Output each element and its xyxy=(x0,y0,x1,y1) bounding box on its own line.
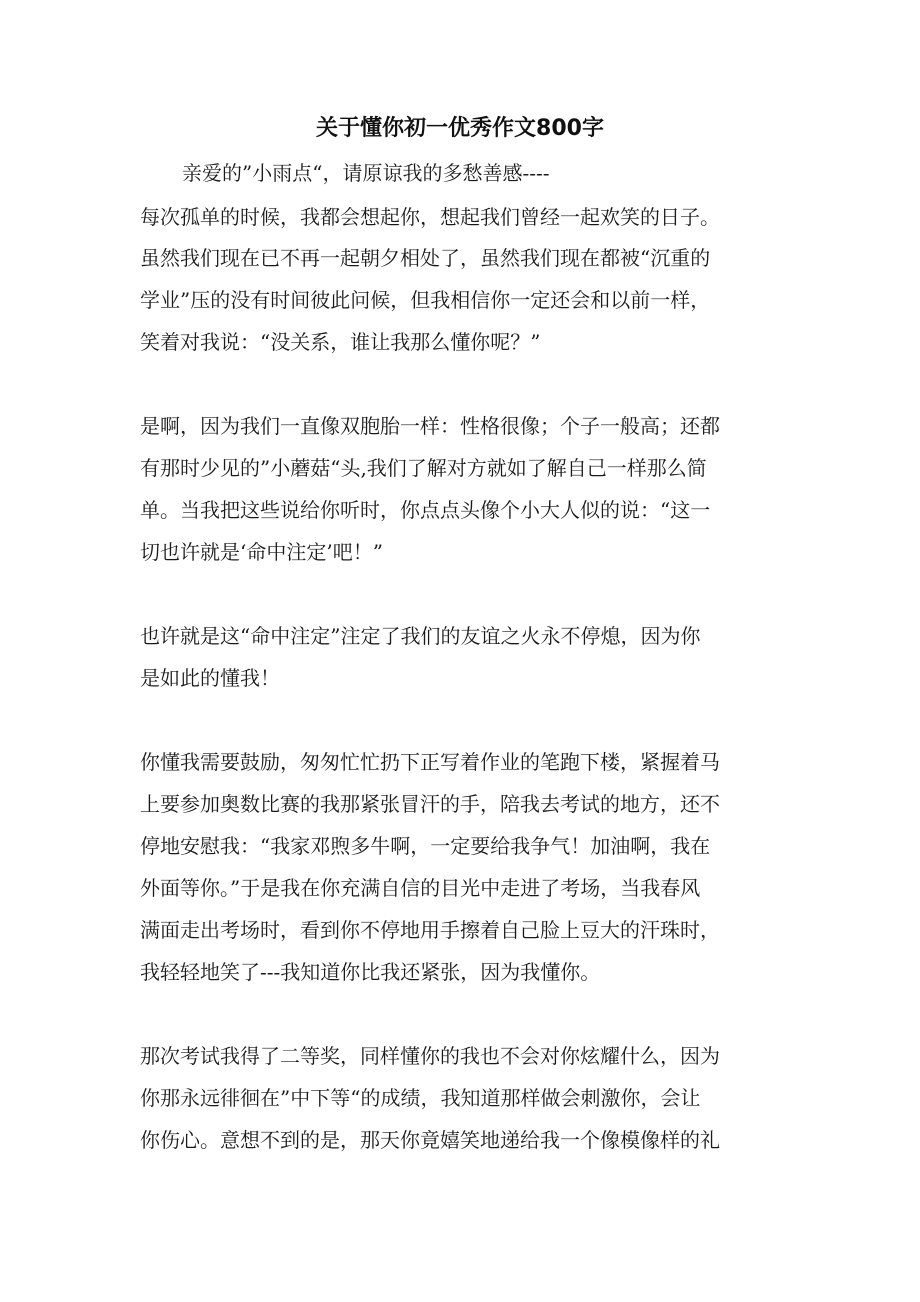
text-line: 是如此的懂我！ xyxy=(140,666,280,690)
text-line: 上要参加奥数比赛的我那紧张冒汗的手，陪我去考试的地方，还不 xyxy=(140,792,720,816)
text-line: 单。当我把这些说给你听时，你点点头像个小大人似的说：“这一 xyxy=(140,498,711,522)
text-line: 你伤心。意想不到的是，那天你竟嬉笑地递给我一个像模像样的礼 xyxy=(140,1128,720,1152)
text-line: 是啊，因为我们一直像双胞胎一样：性格很像；个子一般高；还都 xyxy=(140,414,720,438)
text-line: 停地安慰我：“我家邓煦多牛啊，一定要给我争气！加油啊，我在 xyxy=(140,834,711,858)
text-line: 亲爱的”小雨点“，请原谅我的多愁善感---- xyxy=(182,161,550,185)
text-line: 也许就是这“命中注定”注定了我们的友谊之火永不停熄，因为你 xyxy=(140,624,701,648)
text-line: 你那永远徘徊在”中下等“的成绩，我知道那样做会刺激你，会让 xyxy=(140,1086,701,1110)
text-line: 切也许就是‘命中注定’吧！” xyxy=(140,540,383,564)
text-line: 我轻轻地笑了---我知道你比我还紧张，因为我懂你。 xyxy=(140,960,601,984)
text-line: 学业”压的没有时间彼此问候，但我相信你一定还会和以前一样， xyxy=(140,288,711,312)
text-line: 有那时少见的”小蘑菇“头,我们了解对方就如了解自己一样那么简 xyxy=(140,456,707,480)
text-line: 那次考试我得了二等奖，同样懂你的我也不会对你炫耀什么，因为 xyxy=(140,1044,720,1068)
text-line: 每次孤单的时候，我都会想起你，想起我们曾经一起欢笑的日子。 xyxy=(140,205,720,229)
text-line: 外面等你。”于是我在你充满自信的目光中走进了考场，当我春风 xyxy=(140,876,701,900)
document-title: 关于懂你初一优秀作文800字 xyxy=(316,116,604,141)
text-line: 满面走出考场时，看到你不停地用手擦着自己脸上豆大的汗珠时， xyxy=(140,918,720,942)
text-line: 虽然我们现在已不再一起朝夕相处了，虽然我们现在都被“沉重的 xyxy=(140,246,711,270)
text-line: 你懂我需要鼓励，匆匆忙忙扔下正写着作业的笔跑下楼，紧握着马 xyxy=(140,750,720,774)
text-line: 笑着对我说：“没关系，谁让我那么懂你呢？” xyxy=(140,330,541,354)
